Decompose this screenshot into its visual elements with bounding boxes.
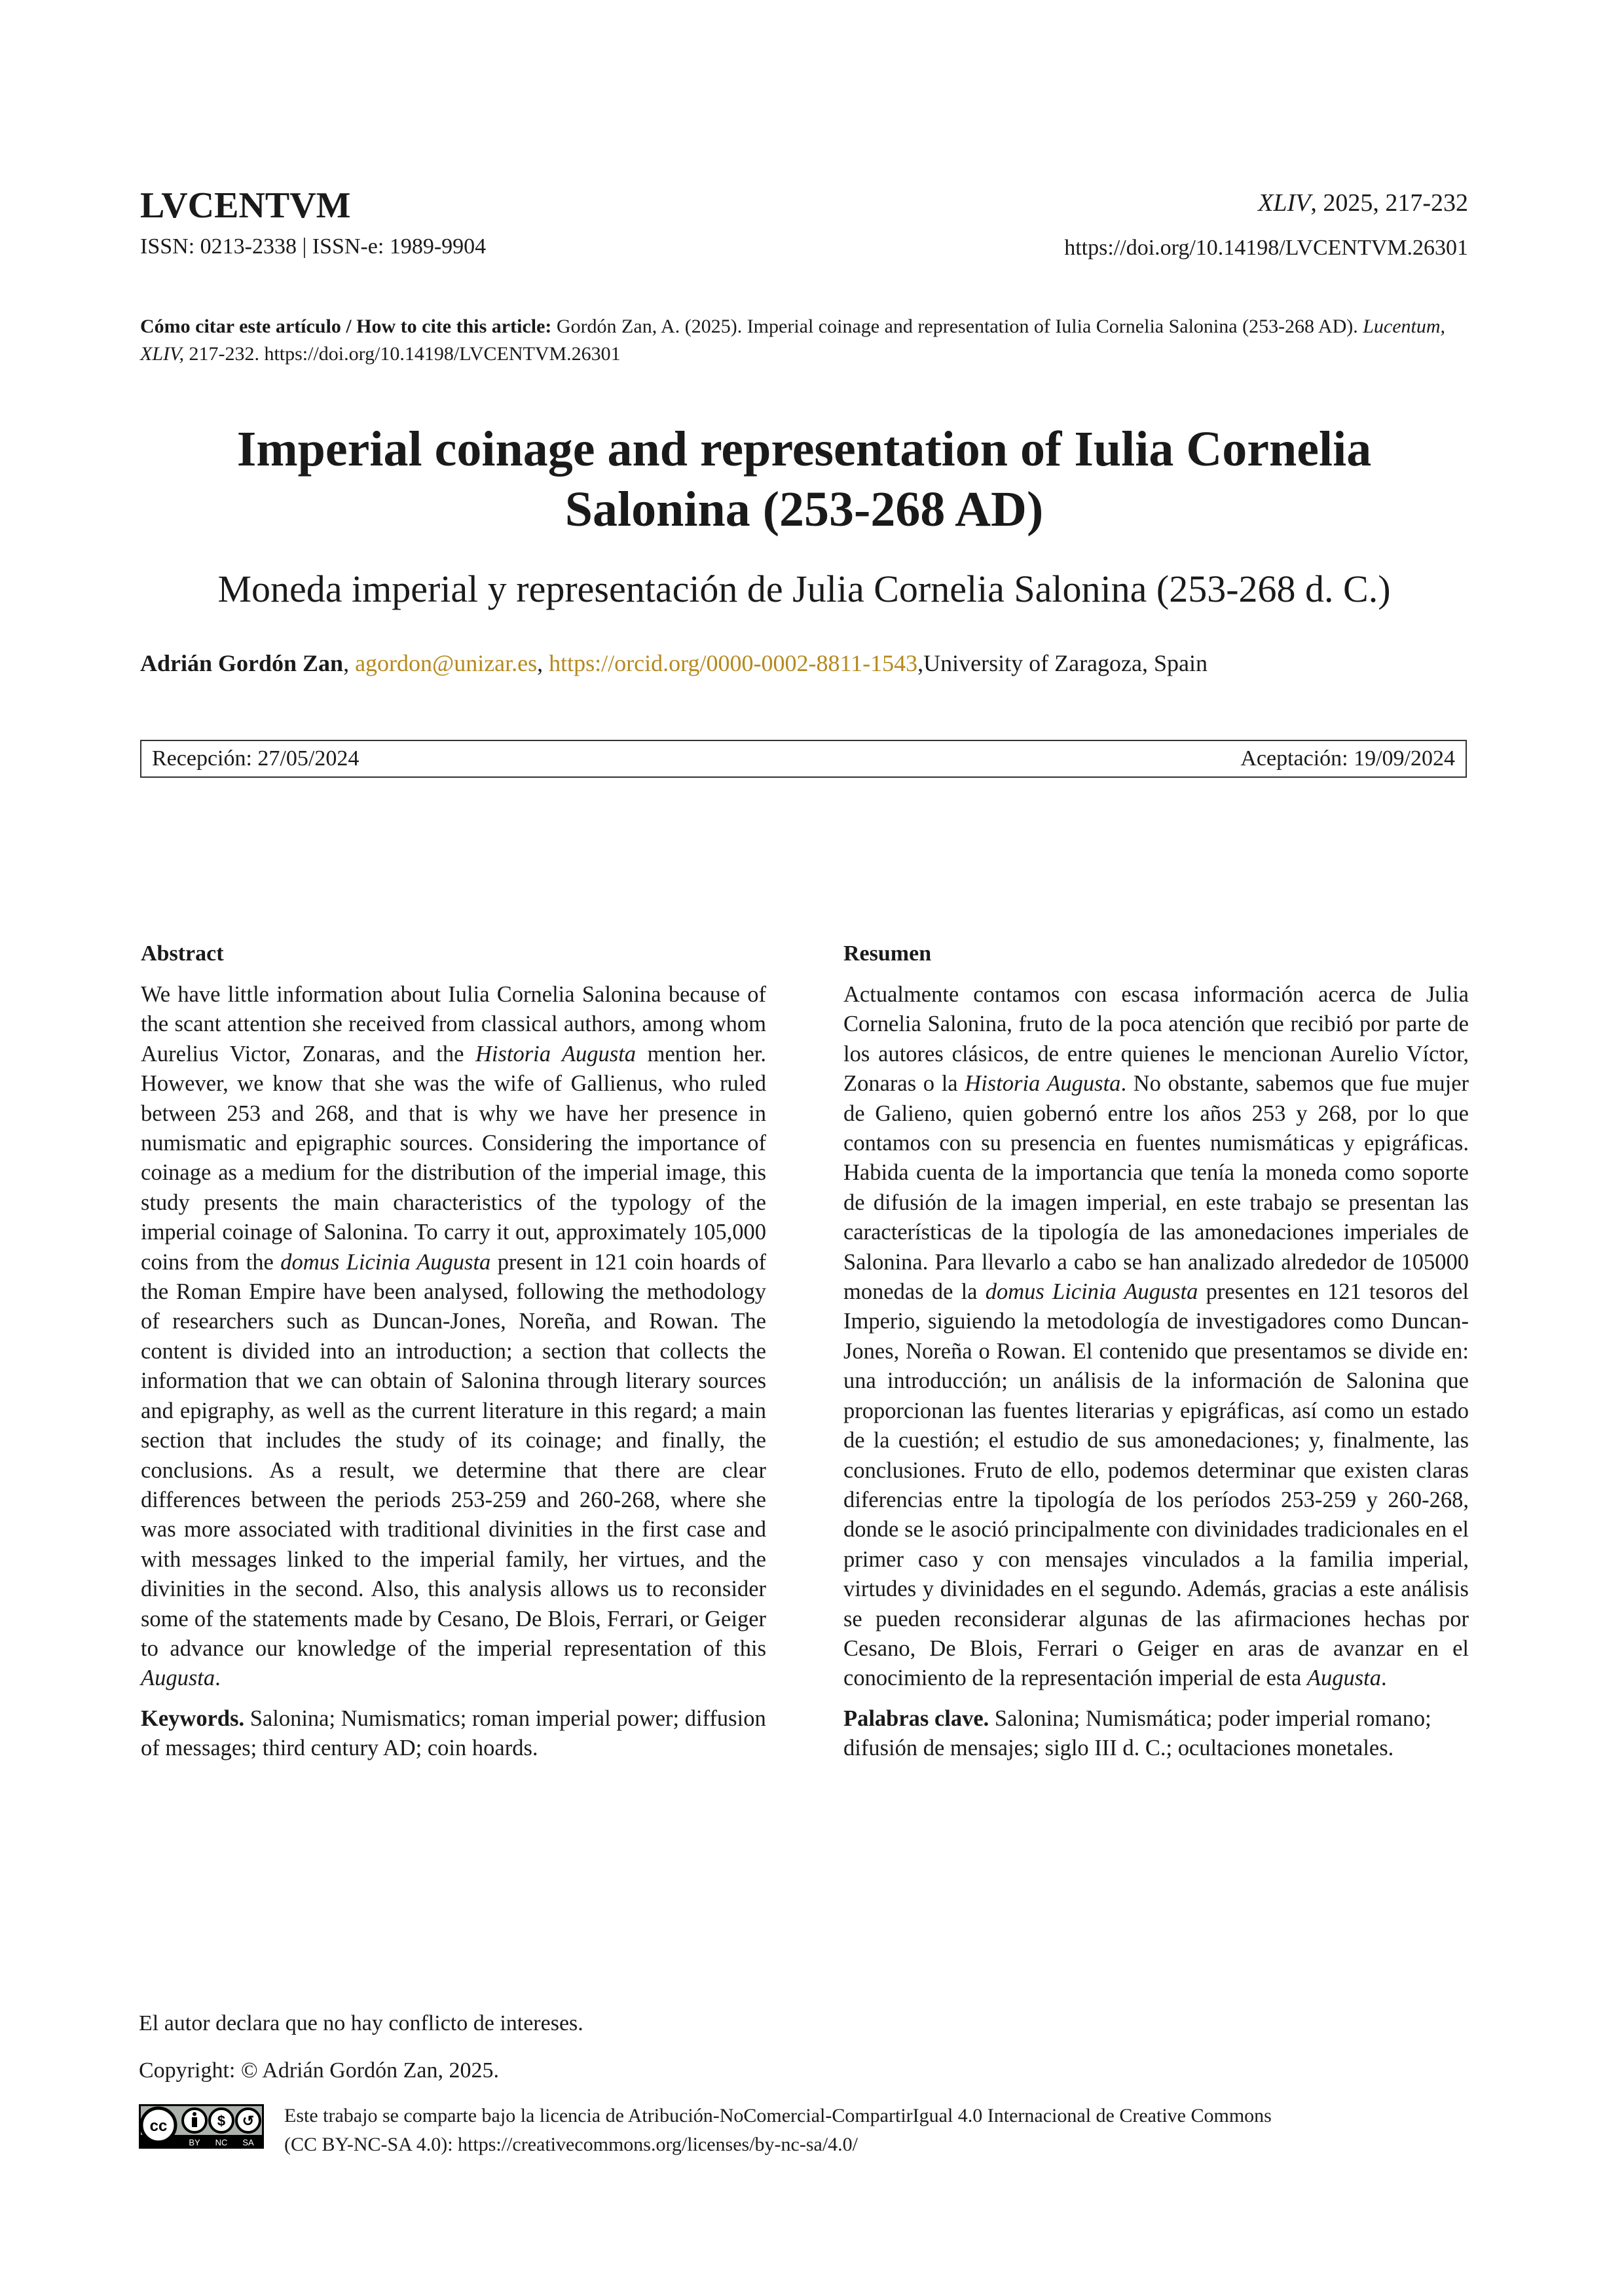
license-line-2[interactable]: (CC BY-NC-SA 4.0): https://creativecommons.org/licenses/by-nc-sa/4.0/ bbox=[284, 2134, 858, 2155]
keywords-label: Keywords. bbox=[141, 1705, 245, 1731]
journal-name: LVCENTVM bbox=[140, 185, 351, 226]
resumen-heading: Resumen bbox=[843, 941, 932, 966]
keywords bbox=[141, 1704, 766, 1764]
text: presentes en 121 tesoros del Imperio, siguiendo la metodología de investigadores como Duncan-Jones, Noreña o Rowan. El contenido que presentamos se divide en: una introducción; un análisis de la información de Salonina que proporcionan las fuentes literarias y epigráficas, así como un estado de la cuestión; el estudio de sus amonedaciones; y, finalmente, las conclusiones. Fruto de ello, podemos determinar que existen claras diferencias entre la tipología de los períodos 253-259 y 260-268, donde se le asoció principalmente con divinidades tradicionales en el primer caso y con mensajes vinculados a la familia imperial, virtudes y divinidades en el segundo. Además, gracias a este análisis se pueden reconsiderar algunas de las afirmaciones hechas por Cesano, De Blois, Ferrari o Geiger en aras de avanzar en el conocimiento de la representación imperial de esta bbox=[843, 1279, 1469, 1691]
text: . bbox=[215, 1666, 221, 1691]
keywords-text: Salonina; Numismatics; roman imperial power; diffusion of messages; third century AD; coin hoards. bbox=[141, 1705, 766, 1761]
abstract-column bbox=[141, 939, 766, 1774]
author-line bbox=[140, 649, 1208, 677]
author-email-link[interactable]: agordon@unizar.es bbox=[355, 650, 538, 676]
text: Augusta bbox=[141, 1666, 215, 1691]
citation bbox=[140, 313, 1468, 368]
text: domus Licinia Augusta bbox=[985, 1279, 1198, 1305]
text: mention her. However, we know that she was the wife of Gallienus, who ruled between 253 and 268, and that is why we have her presence in numismatic and epigraphic sources. Considering the importance of coinage as a medium for the distribution of the imperial image, this study presents the main characteristics of the typology of the imperial coinage of Salonina. To carry it out, approximately 105,000 coins from the bbox=[141, 1041, 767, 1275]
abstract-heading: Abstract bbox=[141, 941, 224, 966]
text: present in 121 coin hoards of the Roman Empire have been analysed, following the methodology of researchers such as Duncan-Jones, Noreña, and Rowan. The content is divided into an introduction; a section that collects the information that we can obtain of Salonina through literary sources and epigraphy, as well as the current literature in this regard; a main section that includes the study of its coinage; and finally, the conclusions. As a result, we determine that there are clear differences between the periods 253-259 and 260-268, where she was more associated with traditional divinities in the first case and with messages linked to the imperial family, her virtues, and the divinities in the second. Also, this analysis allows us to reconsider some of the statements made by Cesano, De Blois, Ferrari, or Geiger to advance our knowledge of the imperial representation of this bbox=[141, 1249, 766, 1661]
svg-text:↺: ↺ bbox=[242, 2113, 255, 2129]
text: Augusta bbox=[1306, 1666, 1382, 1691]
svg-text:cc: cc bbox=[149, 2117, 168, 2135]
citation-label: Cómo citar este artículo / How to cite this article: bbox=[140, 316, 552, 337]
copyright: Copyright: © Adrián Gordón Zan, 2025. bbox=[139, 2058, 499, 2083]
cc-license-badge-icon[interactable] bbox=[139, 2104, 264, 2149]
accepted-date: Aceptación: 19/09/2024 bbox=[1240, 746, 1455, 771]
text: Historia Augusta bbox=[965, 1071, 1121, 1097]
author-name: Adrián Gordón Zan bbox=[140, 650, 344, 676]
text: . bbox=[1381, 1666, 1387, 1691]
citation-journal: Lucentum, XLIV, bbox=[140, 316, 1446, 365]
palabras-clave bbox=[843, 1704, 1469, 1764]
received-date: Recepción: 27/05/2024 bbox=[152, 746, 360, 771]
dates-box bbox=[140, 740, 1467, 778]
license-line-1: Este trabajo se comparte bajo la licencia de Atribución-NoComercial-CompartirIgual 4.0 Internacional de Creative Commons bbox=[284, 2105, 1272, 2126]
resumen-text bbox=[843, 980, 1469, 1694]
year-pages: , 2025, 217-232 bbox=[1310, 189, 1468, 217]
keywords-text: Salonina; Numismática; poder imperial romano; difusión de mensajes; siglo III d. C.; ocultaciones monetales. bbox=[843, 1705, 1431, 1761]
text: . No obstante, sabemos que fue mujer de Galieno, quien gobernó entre los años 253 y 268, por lo que contamos con su presencia en fuentes numismáticas y epigráficas. Habida cuenta de la importancia que tenía la moneda como soporte de difusión de la imagen imperial, en este trabajo se presentan las características de la tipología de las amonedaciones imperiales de Salonina. Para llevarlo a cabo se han analizado alrededor de 105000 monedas de la bbox=[843, 1071, 1469, 1305]
separator: , bbox=[343, 650, 356, 676]
text: Actualmente contamos con escasa información acerca de Julia Cornelia Salonina, fruto de la poca atención que recibió por parte de los autores clásicos, de entre quienes le mencionan Aurelio Víctor, Zonaras o la bbox=[843, 982, 1469, 1097]
orcid-link[interactable]: https://orcid.org/0000-0002-8811-1543 bbox=[549, 650, 918, 676]
resumen-column bbox=[843, 939, 1469, 1774]
citation-text: Gordón Zan, A. (2025). Imperial coinage and representation of Iulia Cornelia Salonina (253-268 AD). bbox=[551, 316, 1363, 337]
issn: ISSN: 0213-2338 | ISSN-e: 1989-9904 bbox=[140, 234, 487, 259]
license-text bbox=[284, 2102, 1272, 2159]
cc-by-label: BY bbox=[189, 2138, 200, 2147]
separator: , bbox=[537, 650, 549, 676]
cc-sa-label: SA bbox=[242, 2138, 254, 2147]
text: We have little information about Iulia Cornelia Salonina because of the scant attention she received from classical authors, among whom Aurelius Victor, Zonaras, and the bbox=[141, 982, 766, 1066]
conflict-statement: El autor declara que no hay conflicto de intereses. bbox=[139, 2011, 583, 2035]
svg-text:$: $ bbox=[217, 2113, 226, 2129]
text: Historia Augusta bbox=[475, 1041, 637, 1066]
text: domus Licinia Augusta bbox=[280, 1249, 491, 1275]
abstract-text bbox=[141, 980, 766, 1694]
article-title: Imperial coinage and representation of Iulia Cornelia Salonina (253-268 AD) bbox=[236, 422, 1372, 537]
volume-info bbox=[1258, 189, 1468, 217]
keywords-label: Palabras clave. bbox=[843, 1705, 989, 1731]
volume: XLIV bbox=[1258, 189, 1311, 217]
citation-text-2: 217-232. https://doi.org/10.14198/LVCENTVM.26301 bbox=[183, 343, 621, 365]
doi-link[interactable]: https://doi.org/10.14198/LVCENTVM.26301 bbox=[1064, 236, 1468, 260]
affiliation: ,University of Zaragoza, Spain bbox=[917, 650, 1208, 676]
cc-nc-label: NC bbox=[215, 2138, 228, 2147]
article-subtitle: Moneda imperial y representación de Julia Cornelia Salonina (253-268 d. C.) bbox=[217, 568, 1391, 610]
